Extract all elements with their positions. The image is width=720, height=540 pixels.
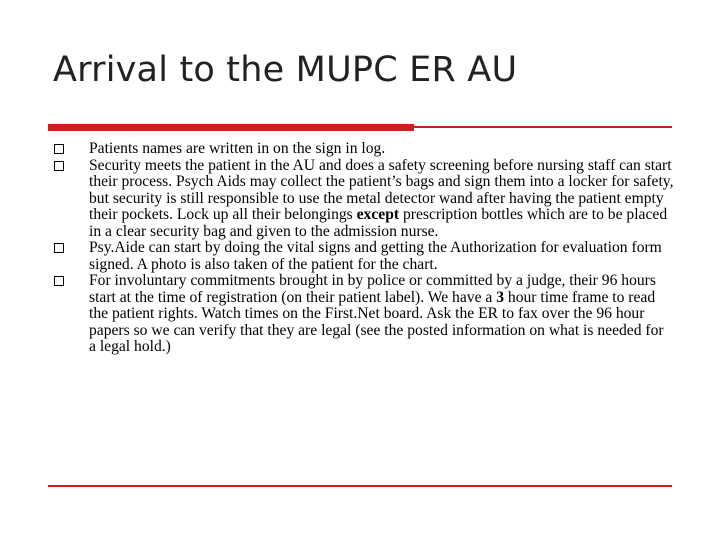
hollow-square-icon	[54, 161, 64, 171]
bullet-list	[54, 141, 674, 356]
hollow-square-icon	[54, 243, 64, 253]
title-underline-thick	[48, 124, 414, 131]
hollow-square-icon	[54, 144, 64, 154]
bullet-emphasis: 3	[496, 288, 505, 306]
bullet-item	[54, 240, 674, 273]
hollow-square-icon	[54, 276, 64, 286]
bullet-text: Patients names are written in on the sign in log.	[89, 140, 386, 157]
bullet-emphasis: except	[356, 206, 400, 223]
slide-title: Arrival to the MUPC ER AU	[53, 50, 518, 90]
bullet-text: prescription bottles which are to be placed in a clear security bag and given to the admission nurse.	[89, 206, 668, 240]
footer-rule	[48, 485, 672, 487]
bullet-item	[54, 158, 674, 241]
bullet-item	[54, 273, 674, 356]
bullet-text: Psy.Aide can start by doing the vital signs and getting the Authorization for evaluation form signed. A photo is also taken of the patient for the chart.	[89, 239, 662, 273]
title-underline-thin	[414, 126, 672, 128]
bullet-text: Security meets the patient in the AU and does a safety screening before nursing staff can start their process. Psych Aids may collect the patient’s bags and sign them into a locker for safety, but security is still responsible to use the metal detector wand after having the patient empty their pockets. Lock up all their belongings	[89, 156, 674, 223]
bullet-item	[54, 141, 674, 158]
bullet-text: For involuntary commitments brought in by police or committed by a judge, their 96 hours start at the time of registration (on their patient label). We have a	[89, 272, 656, 306]
bullet-text: hour time frame to read the patient rights. Watch times on the First.Net board. Ask the ER to fax over the 96 hour papers so we can verify that they are legal (see the posted information on what is needed for a legal hold.)	[89, 288, 664, 355]
